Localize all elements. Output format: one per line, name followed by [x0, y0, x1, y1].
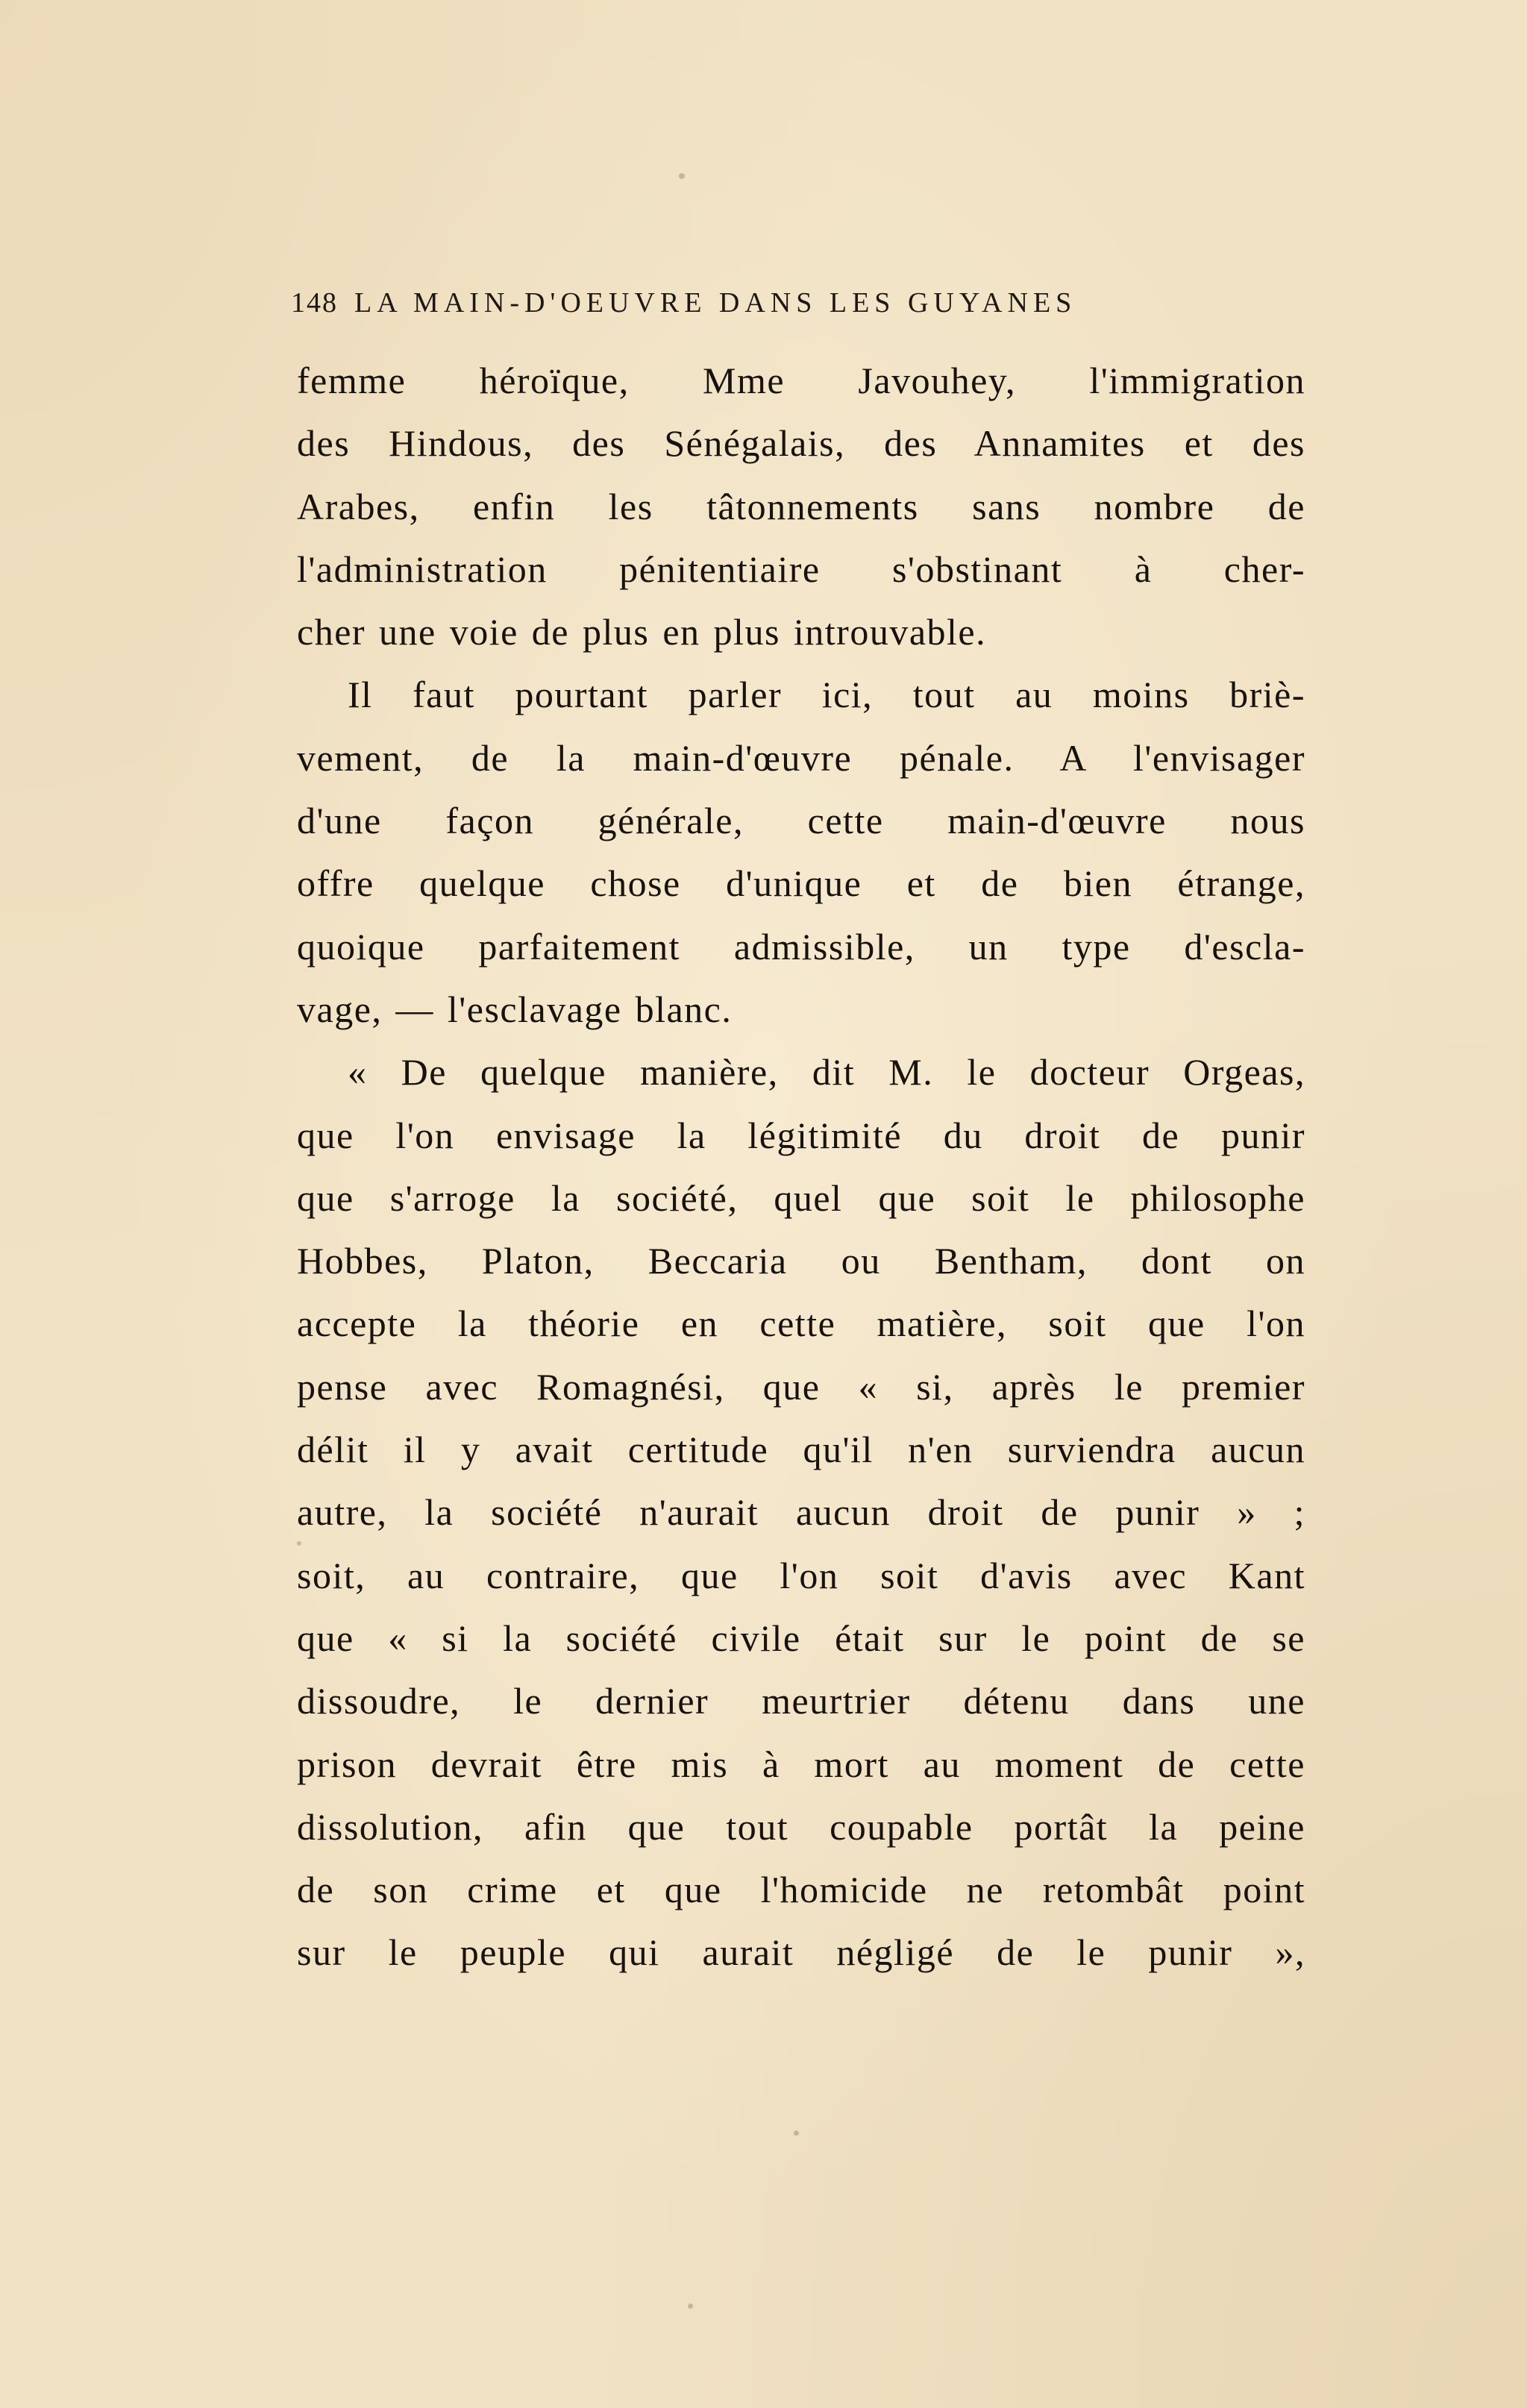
running-title: LA MAIN-D'OEUVRE DANS LES GUYANES	[354, 287, 1077, 319]
text-line: sur le peuple qui aurait négligé de le punir »,	[297, 1931, 1305, 1974]
text-line: des Hindous, des Sénégalais, des Annamites et des	[297, 422, 1305, 465]
text-line: cher une voie de plus en plus introuvable.	[297, 611, 987, 653]
paper-speck	[688, 2304, 693, 2309]
paper-speck	[679, 173, 685, 179]
paragraph-2	[297, 663, 1305, 1041]
page-number: 148	[291, 287, 338, 319]
text-line: que « si la société civile était sur le point de se	[297, 1617, 1305, 1659]
paragraph-3	[297, 1041, 1305, 1984]
text-line: dissoudre, le dernier meurtrier détenu dans une	[297, 1680, 1305, 1722]
text-line: Hobbes, Platon, Beccaria ou Bentham, dont on	[297, 1240, 1305, 1282]
body-text	[297, 349, 1305, 1984]
text-line: Il faut pourtant parler ici, tout au moins briè-	[348, 674, 1305, 716]
text-line: que s'arroge la société, quel que soit le philosophe	[297, 1176, 1305, 1219]
text-line: vement, de la main-d'œuvre pénale. A l'envisager	[297, 736, 1305, 779]
text-line: pense avec Romagnési, que « si, après le premier	[297, 1365, 1305, 1408]
text-line: soit, au contraire, que l'on soit d'avis avec Kant	[297, 1554, 1305, 1596]
text-line: dissolution, afin que tout coupable portât la peine	[297, 1805, 1305, 1848]
text-line: que l'on envisage la légitimité du droit de punir	[297, 1114, 1305, 1156]
text-line: l'administration pénitentiaire s'obstinant à cher-	[297, 548, 1305, 590]
text-line: délit il y avait certitude qu'il n'en surviendra aucun	[297, 1429, 1305, 1471]
text-line: d'une façon générale, cette main-d'œuvre nous	[297, 800, 1305, 842]
paper-speck	[794, 2130, 799, 2136]
text-line: quoique parfaitement admissible, un type d'escla-	[297, 925, 1305, 968]
text-line: vage, — l'esclavage blanc.	[297, 988, 733, 1030]
text-line: « De quelque manière, dit M. le docteur Orgeas,	[348, 1051, 1305, 1094]
text-line: Arabes, enfin les tâtonnements sans nombre de	[297, 485, 1305, 527]
text-line: femme héroïque, Mme Javouhey, l'immigration	[297, 360, 1305, 401]
text-line: prison devrait être mis à mort au moment de cette	[297, 1743, 1305, 1785]
text-line: offre quelque chose d'unique et de bien étrange,	[297, 862, 1305, 905]
text-line: de son crime et que l'homicide ne retombât point	[297, 1869, 1305, 1911]
running-head	[291, 286, 1216, 319]
text-line: accepte la théorie en cette matière, soit que l'on	[297, 1302, 1305, 1345]
paragraph-1	[297, 349, 1305, 663]
text-line: autre, la société n'aurait aucun droit de punir » ;	[297, 1491, 1305, 1534]
